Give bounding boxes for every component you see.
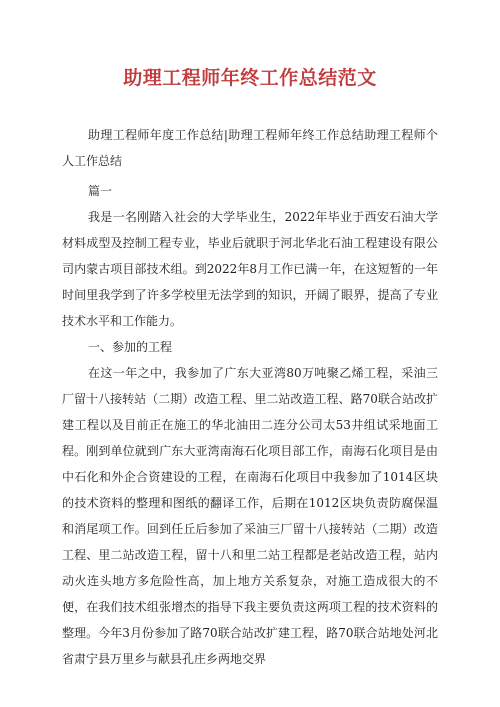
section-heading: 一、参加的工程	[88, 340, 173, 354]
section-label: 篇一	[88, 184, 113, 198]
document-body	[62, 122, 438, 672]
document-title: 助理工程师年终工作总结范文	[123, 67, 377, 89]
body-paragraph: 在这一年之中，我参加了广东大亚湾80万吨聚乙烯工程，采油三厂留十八接转站（二期）改造工程、里二站改造工程、路70联合站改扩建工程以及目前正在施工的华北油田二连分公司太53井组试采地面工程。刚到单位就到广东大亚湾南海石化项目部工作，南海石化项目是由中石化和外企合资建设的工程，在南海石化项目中我参加了1014区块的技术资料的整理和图纸的翻译工作，后期在1012区块负责防腐保温和消尾项工作。回到任丘后参加了采油三厂留十八接转站（二期）改造工程、里二站改造工程，留十八和里二站工程都是老站改造工程，站内动火连头地方多危险性高，加上地方关系复杂，对施工造成很大的不便，在我们技术组张增杰的指导下我主要负责这两项工程的技术资料的整理。今年3月份参加了路70联合站改扩建工程，路70联合站地处河北省肃宁县万里乡与献县孔庄乡两地交界	[62, 366, 438, 666]
subtitle-paragraph: 助理工程师年度工作总结|助理工程师年终工作总结助理工程师个人工作总结	[62, 128, 438, 168]
body-paragraph: 我是一名刚踏入社会的大学毕业生，2022年毕业于西安石油大学材料成型及控制工程专业，毕业后就职于河北华北石油工程建设有限公司内蒙古项目部技术组。到2022年8月工作已满一年，在这短暂的一年时间里我学到了许多学校里无法学到的知识，开阔了眼界，提高了专业技术水平和工作能力。	[62, 210, 438, 328]
